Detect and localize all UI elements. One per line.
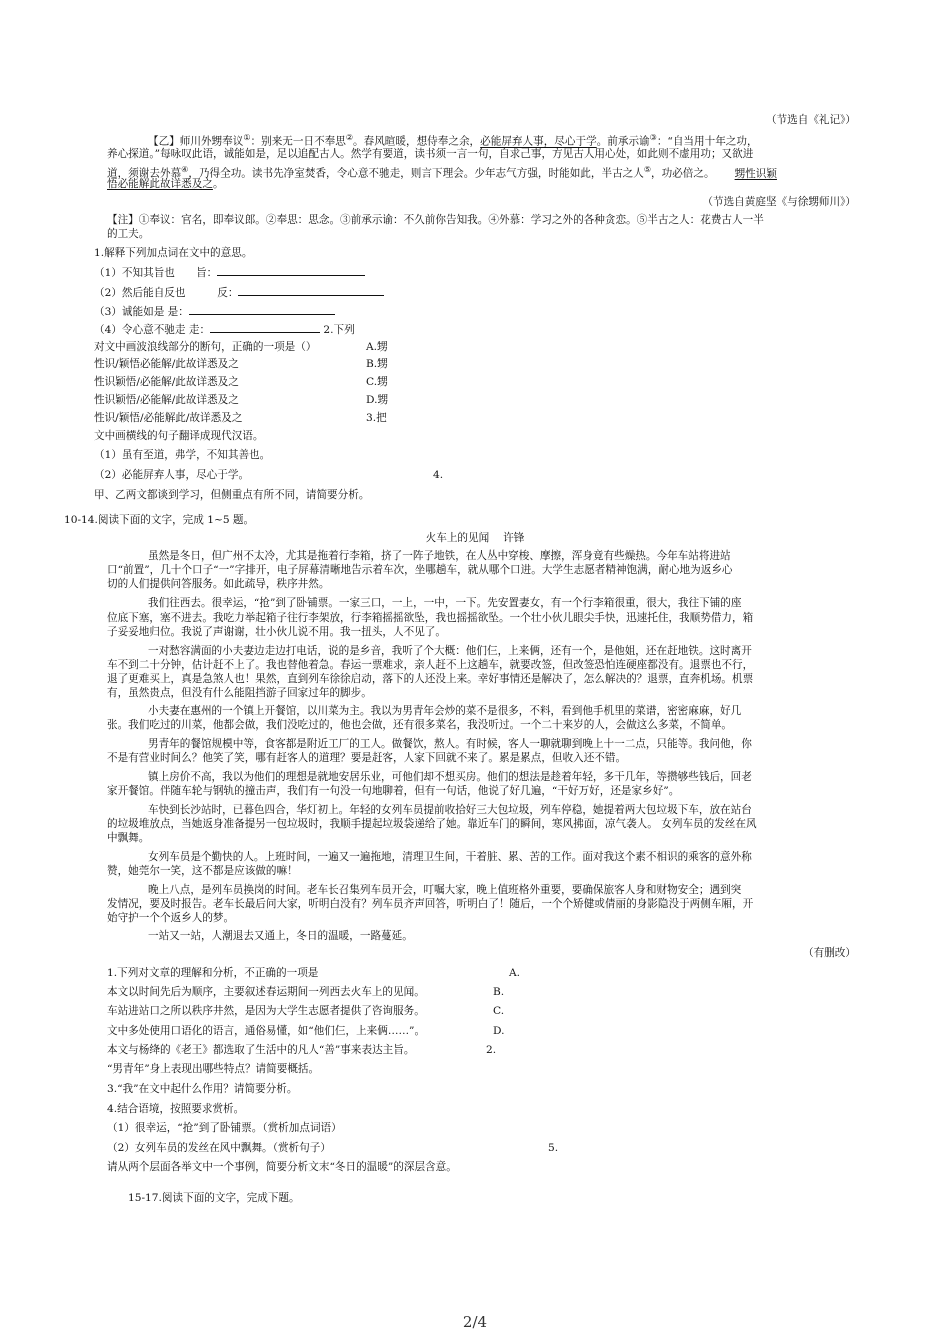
- para-5-line-2: 不是有营业时间么？他笑了笑，哪有赶客人的道理？要是赶客，人家下回就不来了。累是累点，但收入还不错。: [107, 752, 627, 764]
- m-question-1: 1.下列对文章的理解和分析，不正确的一项是: [107, 967, 319, 979]
- para-10: 一站又一站，人潮退去又通上，冬日的温暖，一路蔓延。: [148, 930, 413, 942]
- para-2-line-1: 我们往西去。很幸运，“抢”到了卧铺票。一家三口，一上，一中，一下。先安置妻女，有一个行李箱很重，很大，我往下铺的座: [148, 597, 742, 609]
- m-option-b-label: B.: [493, 986, 505, 998]
- reading-intro: 10-14.阅读下面的文字，完成 1~5 题。: [64, 514, 255, 526]
- m-question-4: 4.结合语境，按照要求赏析。: [107, 1103, 245, 1115]
- para-3-line-4: 有，虽然贵点，但没有什么能阻挡游子回家过年的脚步。: [107, 687, 372, 699]
- wavy-line-text-1: 甥性识颖: [734, 167, 777, 180]
- m-question-4-item-2: （2）女列车员的发丝在风中飘舞。（赏析句子）: [107, 1142, 331, 1154]
- m-option-a-label: A.: [509, 967, 521, 979]
- m-question-4-item-1: （1）很幸运，“抢”到了卧铺票。（赏析加点词语）: [107, 1122, 342, 1134]
- option-d-label: D.甥: [366, 394, 389, 406]
- m-option-b-text: 车站进站口之所以秩序井然，是因为大学生志愿者提供了咨询服务。: [107, 1005, 425, 1017]
- question-1: 1.解释下列加点词在文中的意思。: [94, 247, 253, 259]
- source-modern: （有删改）: [803, 947, 856, 959]
- m-option-d-text: 本文与杨绛的《老王》都选取了生活中的凡人“善”事来表达主旨。: [107, 1044, 415, 1056]
- next-section-intro: 15-17.阅读下面的文字，完成下题。: [128, 1192, 300, 1204]
- para-1-line-3: 切的人们提供问答服务。如此疏导，秩序井然。: [107, 578, 330, 590]
- answer-blank-3[interactable]: [189, 304, 335, 315]
- para-9-line-3: 始守护一个个返乡人的梦。: [107, 912, 235, 924]
- option-c-label: C.甥: [366, 376, 388, 388]
- para-8-line-2: 赞，她莞尔一笑，这不都是应该做的嘛！: [107, 865, 298, 877]
- m-option-c-label: C.: [493, 1005, 505, 1017]
- option-a-label: A.甥: [366, 341, 388, 353]
- answer-blank-1[interactable]: [217, 265, 365, 276]
- question-3-number: 3.把: [366, 412, 387, 424]
- para-4-line-2: 张。我们吃过的川菜，他都会做，我们没吃过的，他也会做，还有很多菜名，我没听过。一个二十来岁的人，会做这么多菜，不简单。: [107, 719, 733, 731]
- question-1-item-3: （3）诚能如是 是：: [94, 304, 335, 319]
- para-3-line-3: 退了更难买上，真是急煞人也！果然，直到列车徐徐启动，落下的人还没上来。幸好事情还是解决了，怎么解决的？退票，直奔机场。机票: [107, 673, 754, 685]
- m-question-2-number: 2.: [486, 1044, 497, 1056]
- para-8-line-1: 女列车员是个勤快的人。上班时间，一遍又一遍拖地，清理卫生间，干着脏、累、苦的工作。面对我这个素不相识的乘客的意外称: [148, 851, 752, 863]
- m-option-c-text: 文中多处使用口语化的语言，通俗易懂，如“他们仨，上来俩……”。: [107, 1025, 426, 1037]
- para-1-line-1: 虽然是冬日，但广州不太冷，尤其是拖着行李箱，挤了一阵子地铁，在人丛中穿梭、摩擦，浑身竟有些燥热。今年车站将进站: [148, 550, 731, 562]
- underlined-sentence-1: 必能屏弃人事，尽心于学: [480, 135, 597, 148]
- option-b-label: B.甥: [366, 358, 388, 370]
- question-4-number: 4.: [433, 469, 444, 481]
- m-question-2: “男青年”身上表现出哪些特点？请简要概括。: [107, 1063, 320, 1075]
- m-option-d-label: D.: [493, 1025, 505, 1037]
- para-5-line-1: 男青年的餐馆规模中等，食客都是附近工厂的工人。做餐饮，熬人。有时候，客人一聊就聊到晚上十一二点，只能等。我问他，你: [148, 738, 752, 750]
- para-7-line-2: 的垃圾堆放点，当她返身准备提另一包垃圾时，我顺手提起垃圾袋递给了她。靠近车门的瞬间，寒风拂面，凉气袭人。 女列车员的发丝在风: [107, 818, 757, 830]
- para-3-line-2: 车不到二十分钟，估计赶不上了。我也替他着急。春运一票难求，亲人赶不上这趟车，就要改签，但改签恐怕连硬座都没有。退票也不行，: [107, 659, 754, 671]
- para-2-line-3: 子妥妥地归位。我说了声谢谢，壮小伙儿说不用。我一扭头，人不见了。: [107, 626, 446, 638]
- paragraph-yi-line-4: 悟必能解此故详悉及之。: [107, 178, 224, 190]
- m-question-5-number: 5.: [548, 1142, 559, 1154]
- option-c-text: 性识颖悟/必能解/此故详悉及之: [94, 394, 239, 406]
- paragraph-yi-line-3: 道，须谢去外慕④，乃得全功。读书先净室焚香，令心意不驰走，则言下理会。少年志气方强，时能如此，半古之人⑤，功必倍之。 甥性识颖: [107, 165, 777, 180]
- para-3-line-1: 一对愁容满面的小夫妻边走边打电话，说的是乡音，我听了个大概：他们仨，上来俩，还有一个，是他姐，还在赶地铁。这时离开: [148, 645, 752, 657]
- option-d-text: 性识/颖悟/必能解此/故详悉及之: [94, 412, 243, 424]
- paragraph-yi-line-1: 【乙】师川外甥奉议①：别来无一日不奉思②。春风暄暖，想侍奉之余，必能屏弃人事，尽心于学。前承示谕③：“自当用十年之功，: [148, 133, 758, 148]
- notes-line-1: 【注】①奉议：官名，即奉议郎。②奉思：思念。③前承示谕：不久前你告知我。④外慕：学习之外的各种贪恋。⑤半古之人：花费古人一半: [107, 214, 764, 226]
- m-option-a-text: 本文以时间先后为顺序，主要叙述春运期间一列西去火车上的见闻。: [107, 986, 425, 998]
- para-4-line-1: 小夫妻在惠州的一个镇上开餐馆，以川菜为主。我以为男青年会炒的菜不是很多，不料，看到他手机里的菜谱，密密麻麻，好几: [148, 705, 742, 717]
- question-2: 对文中画波浪线部分的断句，正确的一项是（）: [94, 341, 317, 353]
- source-huang: （节选自黄庭坚《与徐甥师川》）: [702, 196, 856, 208]
- para-6-line-2: 家开餐馆。伴随车轮与钢轨的撞击声，我们有一句没一句地聊着，但有一句话，他说了好几遍，“干好万好，还是家乡好”。: [107, 785, 680, 797]
- question-3-item-1: （1）虽有至道，弗学，不知其善也。: [94, 449, 271, 461]
- page-number: 2/4: [462, 1313, 488, 1331]
- option-a-text: 性识/颖悟必能解/此故详悉及之: [94, 358, 239, 370]
- question-3: 文中画横线的句子翻译成现代汉语。: [94, 430, 264, 442]
- source-liji: （节选自《礼记》）: [765, 114, 856, 126]
- para-1-line-2: 口“前置”，几十个口子“一”字排开，电子屏幕清晰地告示着车次，坐哪趟车，就从哪个口进。大学生志愿者精神饱满，耐心地为返乡心: [107, 564, 733, 576]
- notes-line-2: 的工夫。: [107, 228, 150, 240]
- question-1-item-1: （1）不知其旨也 旨：: [94, 265, 365, 280]
- para-7-line-1: 车快到长沙站时，已暮色四合，华灯初上。年轻的女列车员提前收拾好三大包垃圾，列车停稳，她提着两大包垃圾下车，放在站台: [148, 804, 752, 816]
- m-question-3: 3.“我”在文中起什么作用？请简要分析。: [107, 1083, 298, 1095]
- question-1-item-4: （4）令心意不驰走 走： 2.下列: [94, 324, 355, 336]
- para-9-line-1: 晚上八点，是列车员换岗的时间。老车长召集列车员开会，叮嘱大家，晚上值班格外重要，要确保旅客人身和财物安全；遇到突: [148, 884, 742, 896]
- answer-blank-4[interactable]: [210, 322, 320, 333]
- wavy-line-text-2: 悟必能解此故详悉及之: [107, 178, 213, 190]
- paragraph-yi-line-2: 养心探道。”每咏叹此语，诚能如是，足以追配古人。然学有要道，读书须一言一句，自求己事，方见古人用心处，如此则不虚用功；又欲进: [107, 148, 754, 160]
- m-question-5: 请从两个层面各举文中一个事例，简要分析文末“冬日的温暖”的深层含意。: [107, 1161, 457, 1173]
- question-1-item-2: （2）然后能自反也 反：: [94, 285, 384, 300]
- article-title: 火车上的见闻 许锋: [425, 532, 525, 544]
- para-7-line-3: 中飘舞。: [107, 832, 150, 844]
- option-b-text: 性识颖悟/必能解/此故详悉及之: [94, 376, 239, 388]
- question-4: 甲、乙两文都谈到学习，但侧重点有所不同，请简要分析。: [94, 489, 370, 501]
- answer-blank-2[interactable]: [238, 285, 384, 296]
- para-6-line-1: 镇上房价不高，我以为他们的理想是就地安居乐业，可他们却不想买房。他们的想法是趁着年轻，多干几年，等攒够些钱后，回老: [148, 771, 752, 783]
- question-3-item-2: （2）必能屏弃人事，尽心于学。: [94, 469, 250, 481]
- para-2-line-2: 位底下塞，塞不进去。我吃力举起箱子往行李架放，行李箱摇摇欲坠，我也摇摇欲坠。一个壮小伙儿眼尖手快，迅速托住，我顺势借力，箱: [107, 612, 754, 624]
- para-9-line-2: 发情况，要及时报告。老车长最后问大家，听明白没有？列车员齐声回答，听明白了！随后，一个个矫健或倩丽的身影隐没于两侧车厢，开: [107, 898, 754, 910]
